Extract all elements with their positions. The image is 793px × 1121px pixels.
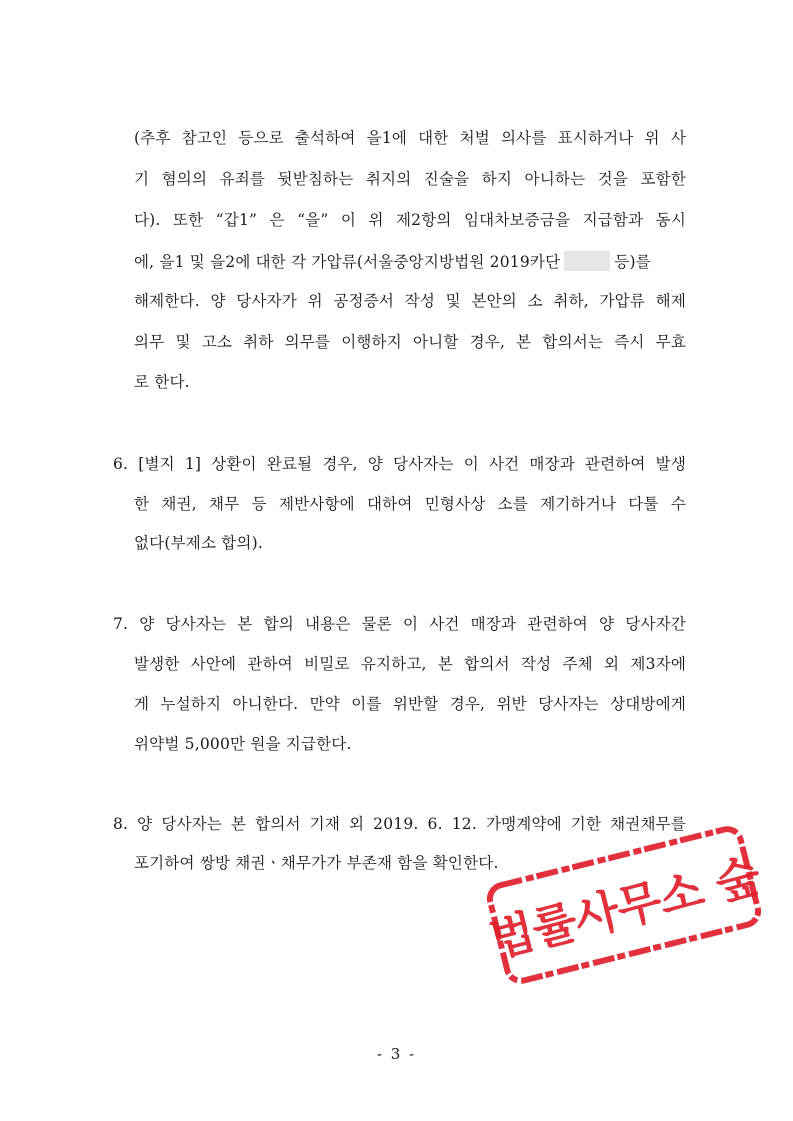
paragraph-5-line-6: 의무 및 고소 취하 의무를 이행하지 아니할 경우, 본 합의서는 즉시 무효 bbox=[134, 333, 686, 351]
stamp-text: 법률사무소 숲 bbox=[484, 848, 765, 968]
paragraph-7-line-1: 7. 양 당사자는 본 합의 내용은 물론 이 사건 매장과 관련하여 양 당사자간 bbox=[113, 615, 686, 633]
law-office-stamp bbox=[481, 819, 768, 991]
paragraph-7-line-3: 게 누설하지 아니한다. 만약 이를 위반할 경우, 위반 당사자는 상대방에게 bbox=[134, 695, 686, 713]
paragraph-8-line-2: 포기하여 쌍방 채권ㆍ채무가가 부존재 함을 확인한다. bbox=[134, 854, 499, 872]
paragraph-5-line-2: 기 혐의의 유죄를 뒷받침하는 취지의 진술을 하지 아니하는 것을 포함한 bbox=[134, 170, 686, 188]
paragraph-6-line-3: 없다(부제소 합의). bbox=[134, 534, 263, 552]
paragraph-6-line-2: 한 채권, 채무 등 제반사항에 대하여 민형사상 소를 제기하거나 다툴 수 bbox=[134, 495, 686, 513]
paragraph-5-line-3: 다). 또한 “갑1” 은 “을” 이 위 제2항의 임대차보증금을 지급함과 동시 bbox=[134, 211, 686, 229]
paragraph-5-line-5: 해제한다. 양 당사자가 위 공정증서 작성 및 본안의 소 취하, 가압류 해제 bbox=[134, 292, 686, 310]
paragraph-5-line-4-text-b: 등)를 bbox=[614, 253, 651, 271]
paragraph-6-line-1: 6. [별지 1] 상환이 완료될 경우, 양 당사자는 이 사건 매장과 관련하여 발생 bbox=[113, 455, 686, 473]
paragraph-5-line-4-text-a: 에, 을1 및 을2에 대한 각 가압류(서울중앙지방법원 2019카단 bbox=[134, 253, 561, 271]
paragraph-5-line-4 bbox=[134, 251, 686, 272]
paragraph-8-line-1: 8. 양 당사자는 본 합의서 기재 외 2019. 6. 12. 가맹계약에 기한 채권채무를 bbox=[113, 815, 686, 833]
paragraph-5-line-7: 로 한다. bbox=[134, 373, 190, 391]
paragraph-5-line-1: (추후 참고인 등으로 출석하여 을1에 대한 처벌 의사를 표시하거나 위 사 bbox=[134, 129, 686, 147]
redacted-case-number bbox=[564, 251, 610, 271]
page-number: - 3 - bbox=[376, 1045, 417, 1063]
paragraph-7-line-4: 위약벌 5,000만 원을 지급한다. bbox=[134, 735, 352, 753]
paragraph-7-line-2: 발생한 사안에 관하여 비밀로 유지하고, 본 합의서 작성 주체 외 제3자에 bbox=[134, 655, 686, 673]
